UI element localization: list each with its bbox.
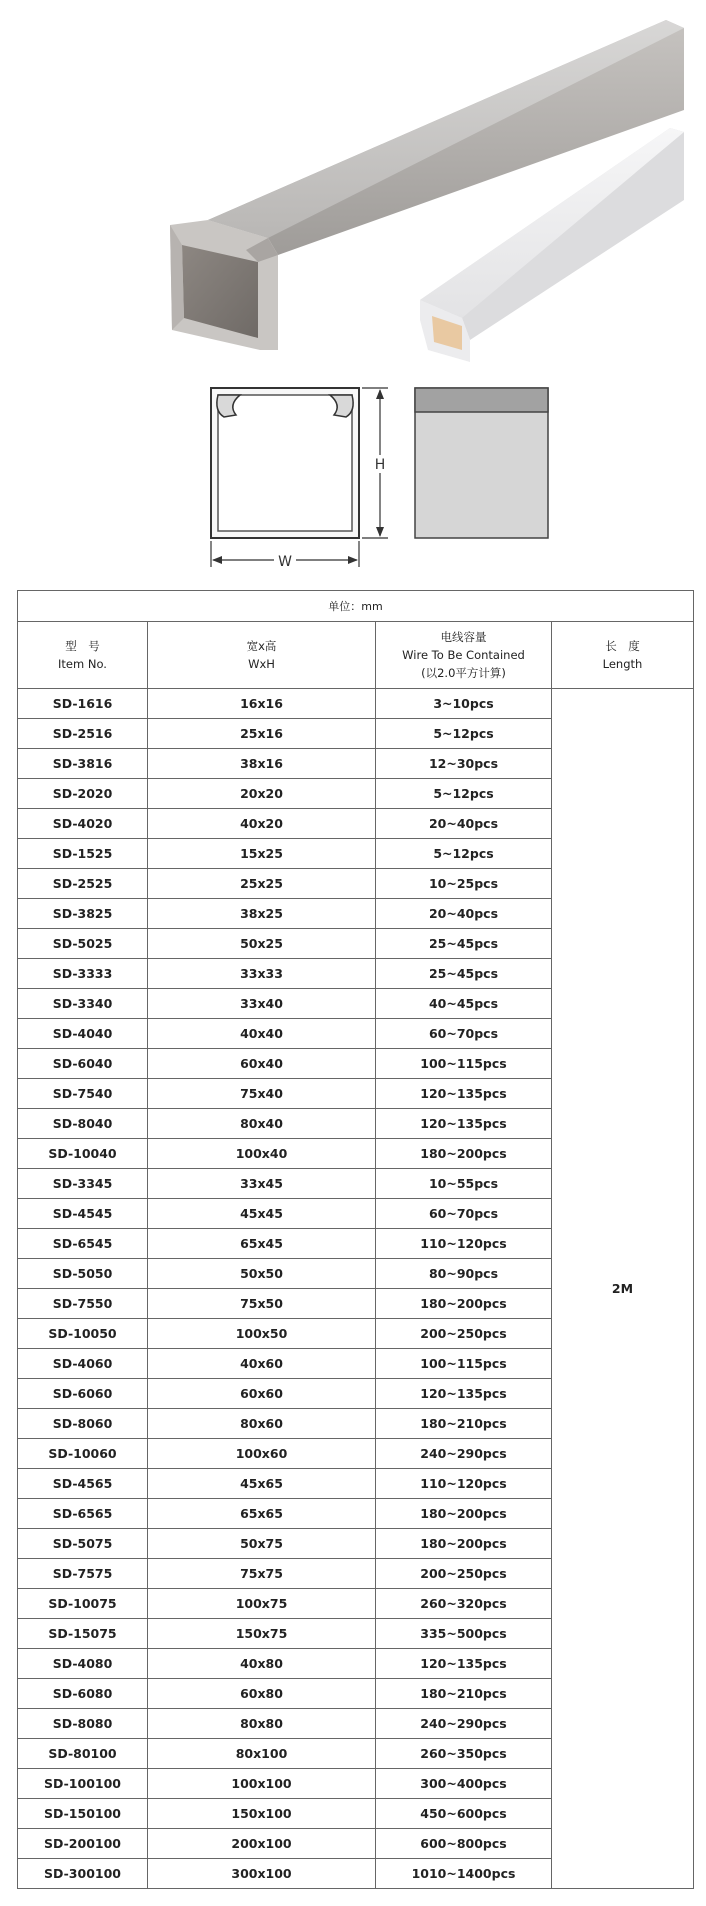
item-no-cell: SD-3816 (18, 749, 148, 779)
size-cell: 150x100 (148, 1799, 376, 1829)
capacity-cell: 450~600pcs (376, 1799, 552, 1829)
capacity-cell: 180~200pcs (376, 1529, 552, 1559)
item-no-cell: SD-2020 (18, 779, 148, 809)
size-cell: 100x50 (148, 1319, 376, 1349)
size-cell: 50x25 (148, 929, 376, 959)
size-cell: 80x40 (148, 1109, 376, 1139)
item-no-cell: SD-4080 (18, 1649, 148, 1679)
header-size-zh: 宽x高 (246, 639, 277, 653)
size-cell: 60x60 (148, 1379, 376, 1409)
item-no-cell: SD-300100 (18, 1859, 148, 1889)
capacity-cell: 260~320pcs (376, 1589, 552, 1619)
capacity-cell: 10~25pcs (376, 869, 552, 899)
size-cell: 33x45 (148, 1169, 376, 1199)
height-label: H (374, 457, 386, 473)
item-no-cell: SD-6040 (18, 1049, 148, 1079)
header-capacity-en: Wire To Be Contained (402, 648, 525, 662)
item-no-cell: SD-3340 (18, 989, 148, 1019)
capacity-cell: 240~290pcs (376, 1439, 552, 1469)
item-no-cell: SD-7575 (18, 1559, 148, 1589)
item-no-cell: SD-1525 (18, 839, 148, 869)
capacity-cell: 1010~1400pcs (376, 1859, 552, 1889)
size-cell: 15x25 (148, 839, 376, 869)
spec-table (17, 590, 694, 1889)
item-no-cell: SD-10050 (18, 1319, 148, 1349)
header-item-no (18, 622, 148, 689)
capacity-cell: 120~135pcs (376, 1649, 552, 1679)
cross-section-diagram (210, 385, 600, 575)
item-no-cell: SD-6545 (18, 1229, 148, 1259)
size-cell: 50x75 (148, 1529, 376, 1559)
capacity-cell: 120~135pcs (376, 1109, 552, 1139)
capacity-cell: 20~40pcs (376, 899, 552, 929)
capacity-cell: 180~200pcs (376, 1289, 552, 1319)
capacity-cell: 5~12pcs (376, 719, 552, 749)
item-no-cell: SD-6060 (18, 1379, 148, 1409)
item-no-cell: SD-15075 (18, 1619, 148, 1649)
size-cell: 25x25 (148, 869, 376, 899)
capacity-cell: 100~115pcs (376, 1049, 552, 1079)
width-label: W (278, 554, 292, 570)
item-no-cell: SD-8080 (18, 1709, 148, 1739)
item-no-cell: SD-6080 (18, 1679, 148, 1709)
item-no-cell: SD-5025 (18, 929, 148, 959)
header-length (552, 622, 694, 689)
capacity-cell: 300~400pcs (376, 1769, 552, 1799)
size-cell: 20x20 (148, 779, 376, 809)
size-cell: 38x16 (148, 749, 376, 779)
capacity-cell: 60~70pcs (376, 1199, 552, 1229)
item-no-cell: SD-4060 (18, 1349, 148, 1379)
capacity-cell: 260~350pcs (376, 1739, 552, 1769)
item-no-cell: SD-8040 (18, 1109, 148, 1139)
item-no-cell: SD-8060 (18, 1409, 148, 1439)
item-no-cell: SD-100100 (18, 1769, 148, 1799)
header-item-no-en: Item No. (58, 657, 107, 671)
size-cell: 60x80 (148, 1679, 376, 1709)
size-cell: 50x50 (148, 1259, 376, 1289)
size-cell: 60x40 (148, 1049, 376, 1079)
capacity-cell: 120~135pcs (376, 1079, 552, 1109)
unit-label: 单位：mm (18, 591, 694, 622)
size-cell: 25x16 (148, 719, 376, 749)
header-item-no-zh: 型 号 (65, 639, 100, 653)
item-no-cell: SD-2525 (18, 869, 148, 899)
size-cell: 100x40 (148, 1139, 376, 1169)
size-cell: 40x80 (148, 1649, 376, 1679)
capacity-cell: 5~12pcs (376, 779, 552, 809)
size-cell: 80x100 (148, 1739, 376, 1769)
size-cell: 75x40 (148, 1079, 376, 1109)
capacity-cell: 600~800pcs (376, 1829, 552, 1859)
size-cell: 100x75 (148, 1589, 376, 1619)
capacity-cell: 5~12pcs (376, 839, 552, 869)
size-cell: 38x25 (148, 899, 376, 929)
size-cell: 40x60 (148, 1349, 376, 1379)
size-cell: 100x100 (148, 1769, 376, 1799)
capacity-cell: 25~45pcs (376, 929, 552, 959)
capacity-cell: 110~120pcs (376, 1469, 552, 1499)
size-cell: 45x65 (148, 1469, 376, 1499)
table-row (18, 689, 694, 719)
item-no-cell: SD-3333 (18, 959, 148, 989)
capacity-cell: 200~250pcs (376, 1559, 552, 1589)
header-size-en: WxH (248, 657, 275, 671)
header-capacity-note: (以2.0平方计算) (421, 666, 506, 680)
item-no-cell: SD-7550 (18, 1289, 148, 1319)
item-no-cell: SD-200100 (18, 1829, 148, 1859)
size-cell: 33x40 (148, 989, 376, 1019)
capacity-cell: 335~500pcs (376, 1619, 552, 1649)
header-size (148, 622, 376, 689)
item-no-cell: SD-6565 (18, 1499, 148, 1529)
capacity-cell: 25~45pcs (376, 959, 552, 989)
capacity-cell: 180~210pcs (376, 1679, 552, 1709)
size-cell: 200x100 (148, 1829, 376, 1859)
header-length-en: Length (602, 657, 643, 671)
capacity-cell: 110~120pcs (376, 1229, 552, 1259)
header-capacity (376, 622, 552, 689)
size-cell: 65x45 (148, 1229, 376, 1259)
item-no-cell: SD-150100 (18, 1799, 148, 1829)
item-no-cell: SD-2516 (18, 719, 148, 749)
capacity-cell: 180~200pcs (376, 1139, 552, 1169)
size-cell: 80x60 (148, 1409, 376, 1439)
item-no-cell: SD-4545 (18, 1199, 148, 1229)
item-no-cell: SD-4020 (18, 809, 148, 839)
item-no-cell: SD-10040 (18, 1139, 148, 1169)
size-cell: 75x50 (148, 1289, 376, 1319)
capacity-cell: 40~45pcs (376, 989, 552, 1019)
item-no-cell: SD-10060 (18, 1439, 148, 1469)
capacity-cell: 120~135pcs (376, 1379, 552, 1409)
item-no-cell: SD-4565 (18, 1469, 148, 1499)
header-capacity-zh: 电线容量 (440, 630, 487, 644)
item-no-cell: SD-3345 (18, 1169, 148, 1199)
size-cell: 40x20 (148, 809, 376, 839)
length-cell: 2M (552, 689, 694, 1889)
size-cell: 300x100 (148, 1859, 376, 1889)
size-cell: 150x75 (148, 1619, 376, 1649)
header-length-zh: 长 度 (605, 639, 640, 653)
item-no-cell: SD-5050 (18, 1259, 148, 1289)
item-no-cell: SD-3825 (18, 899, 148, 929)
capacity-cell: 200~250pcs (376, 1319, 552, 1349)
capacity-cell: 20~40pcs (376, 809, 552, 839)
item-no-cell: SD-80100 (18, 1739, 148, 1769)
capacity-cell: 60~70pcs (376, 1019, 552, 1049)
size-cell: 80x80 (148, 1709, 376, 1739)
item-no-cell: SD-10075 (18, 1589, 148, 1619)
size-cell: 33x33 (148, 959, 376, 989)
item-no-cell: SD-1616 (18, 689, 148, 719)
capacity-cell: 3~10pcs (376, 689, 552, 719)
item-no-cell: SD-4040 (18, 1019, 148, 1049)
item-no-cell: SD-7540 (18, 1079, 148, 1109)
capacity-cell: 100~115pcs (376, 1349, 552, 1379)
size-cell: 45x45 (148, 1199, 376, 1229)
cable-trunking-photo (0, 0, 706, 370)
capacity-cell: 80~90pcs (376, 1259, 552, 1289)
capacity-cell: 12~30pcs (376, 749, 552, 779)
size-cell: 16x16 (148, 689, 376, 719)
size-cell: 75x75 (148, 1559, 376, 1589)
size-cell: 65x65 (148, 1499, 376, 1529)
capacity-cell: 240~290pcs (376, 1709, 552, 1739)
item-no-cell: SD-5075 (18, 1529, 148, 1559)
capacity-cell: 180~210pcs (376, 1409, 552, 1439)
size-cell: 100x60 (148, 1439, 376, 1469)
capacity-cell: 180~200pcs (376, 1499, 552, 1529)
size-cell: 40x40 (148, 1019, 376, 1049)
capacity-cell: 10~55pcs (376, 1169, 552, 1199)
